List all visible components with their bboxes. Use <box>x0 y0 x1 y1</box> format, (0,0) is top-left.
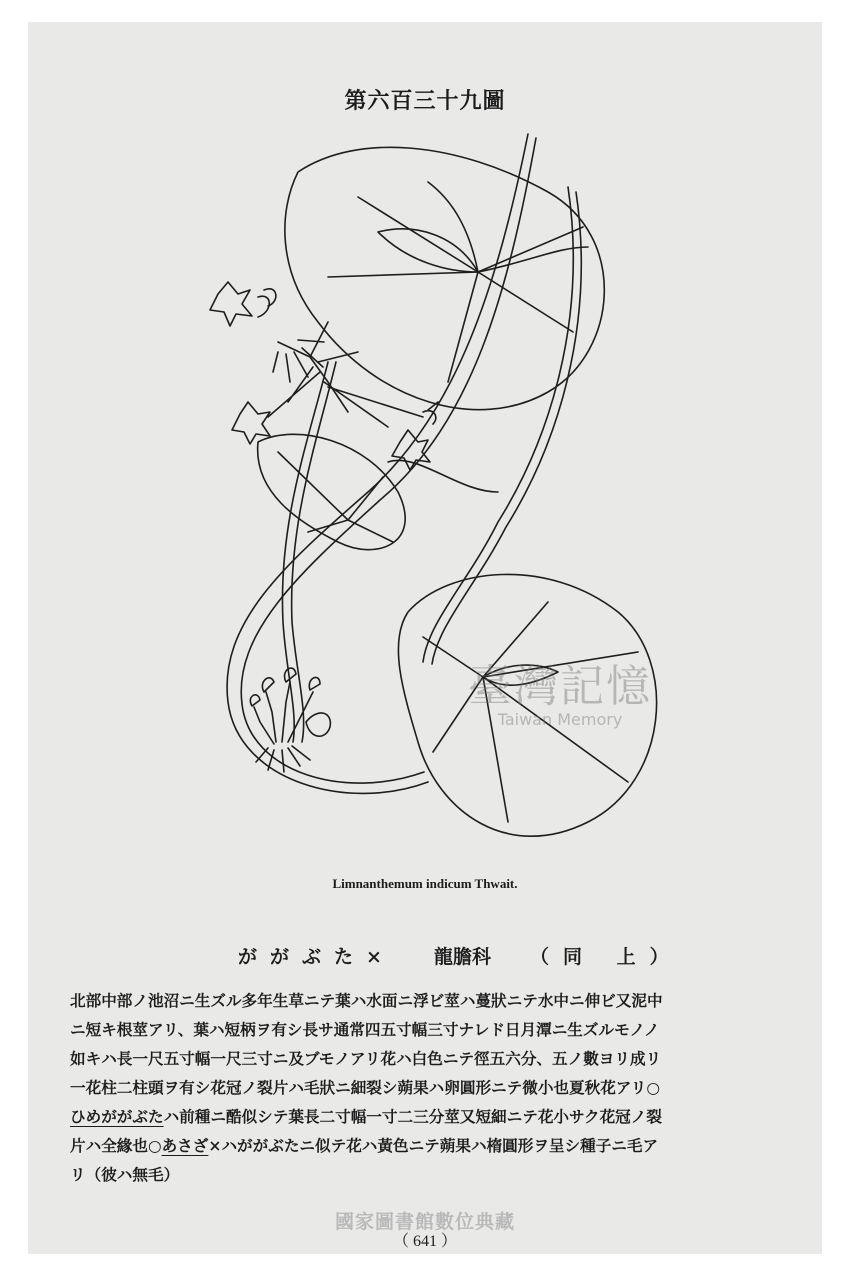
text-segment: 片ハ全緣也○ <box>70 1136 162 1155</box>
text-segment: ×ハががぶたニ似テ花ハ黃色ニテ蒴果ハ楕圓形ヲ呈シ種子ニ毛ア <box>208 1136 659 1155</box>
plant-name: ががぶた× <box>238 946 395 968</box>
watermark-chinese: 臺灣記憶 <box>468 661 652 712</box>
document-page <box>28 22 822 1254</box>
related-species-name: あさざ <box>161 1136 209 1155</box>
family-note: （同 上） <box>530 946 683 968</box>
text-line <box>70 1102 786 1131</box>
plate-title: 第六百三十九圖 <box>344 88 506 114</box>
watermark-english: Taiwan Memory <box>497 710 623 729</box>
text-segment: ハ前種ニ酷似シテ葉長二寸幅一寸二三分莖又短細ニテ花小サク花冠ノ裂 <box>163 1107 662 1126</box>
text-line: 北部中部ノ池沼ニ生ズル多年生草ニテ葉ハ水面ニ浮ビ莖ハ蔓狀ニテ水中ニ伸ビ又泥中 <box>70 991 663 1010</box>
related-species-name: ひめががぶた <box>70 1107 164 1126</box>
entry-heading <box>238 942 683 968</box>
watermark <box>420 650 700 729</box>
text-line: 一花柱二柱頭ヲ有シ花冠ノ裂片ハ毛狀ニ細裂シ蒴果ハ卵圓形ニテ微小也夏秋花アリ○ <box>70 1078 660 1097</box>
text-line: ニ短キ根莖アリ、葉ハ短柄ヲ有シ長サ通常四五寸幅三寸ナレド日月潭ニ生ズルモノノ <box>70 1020 660 1039</box>
text-line: リ（彼ハ無毛） <box>70 1165 180 1184</box>
description-text <box>70 986 786 1189</box>
plant-family: 龍膽科 <box>434 946 492 968</box>
library-stamp: 國家圖書館數位典藏 <box>334 1211 515 1233</box>
text-line <box>70 1131 786 1160</box>
botanical-illustration <box>28 22 822 882</box>
figure-caption: Limnanthemum indicum Thwait. <box>332 876 518 891</box>
page-number: （ 641 ） <box>392 1233 457 1250</box>
text-line: 如キハ長一尺五寸幅一尺三寸ニ及ブモノアリ花ハ白色ニテ徑五六分、五ノ數ヨリ成リ <box>70 1049 662 1068</box>
